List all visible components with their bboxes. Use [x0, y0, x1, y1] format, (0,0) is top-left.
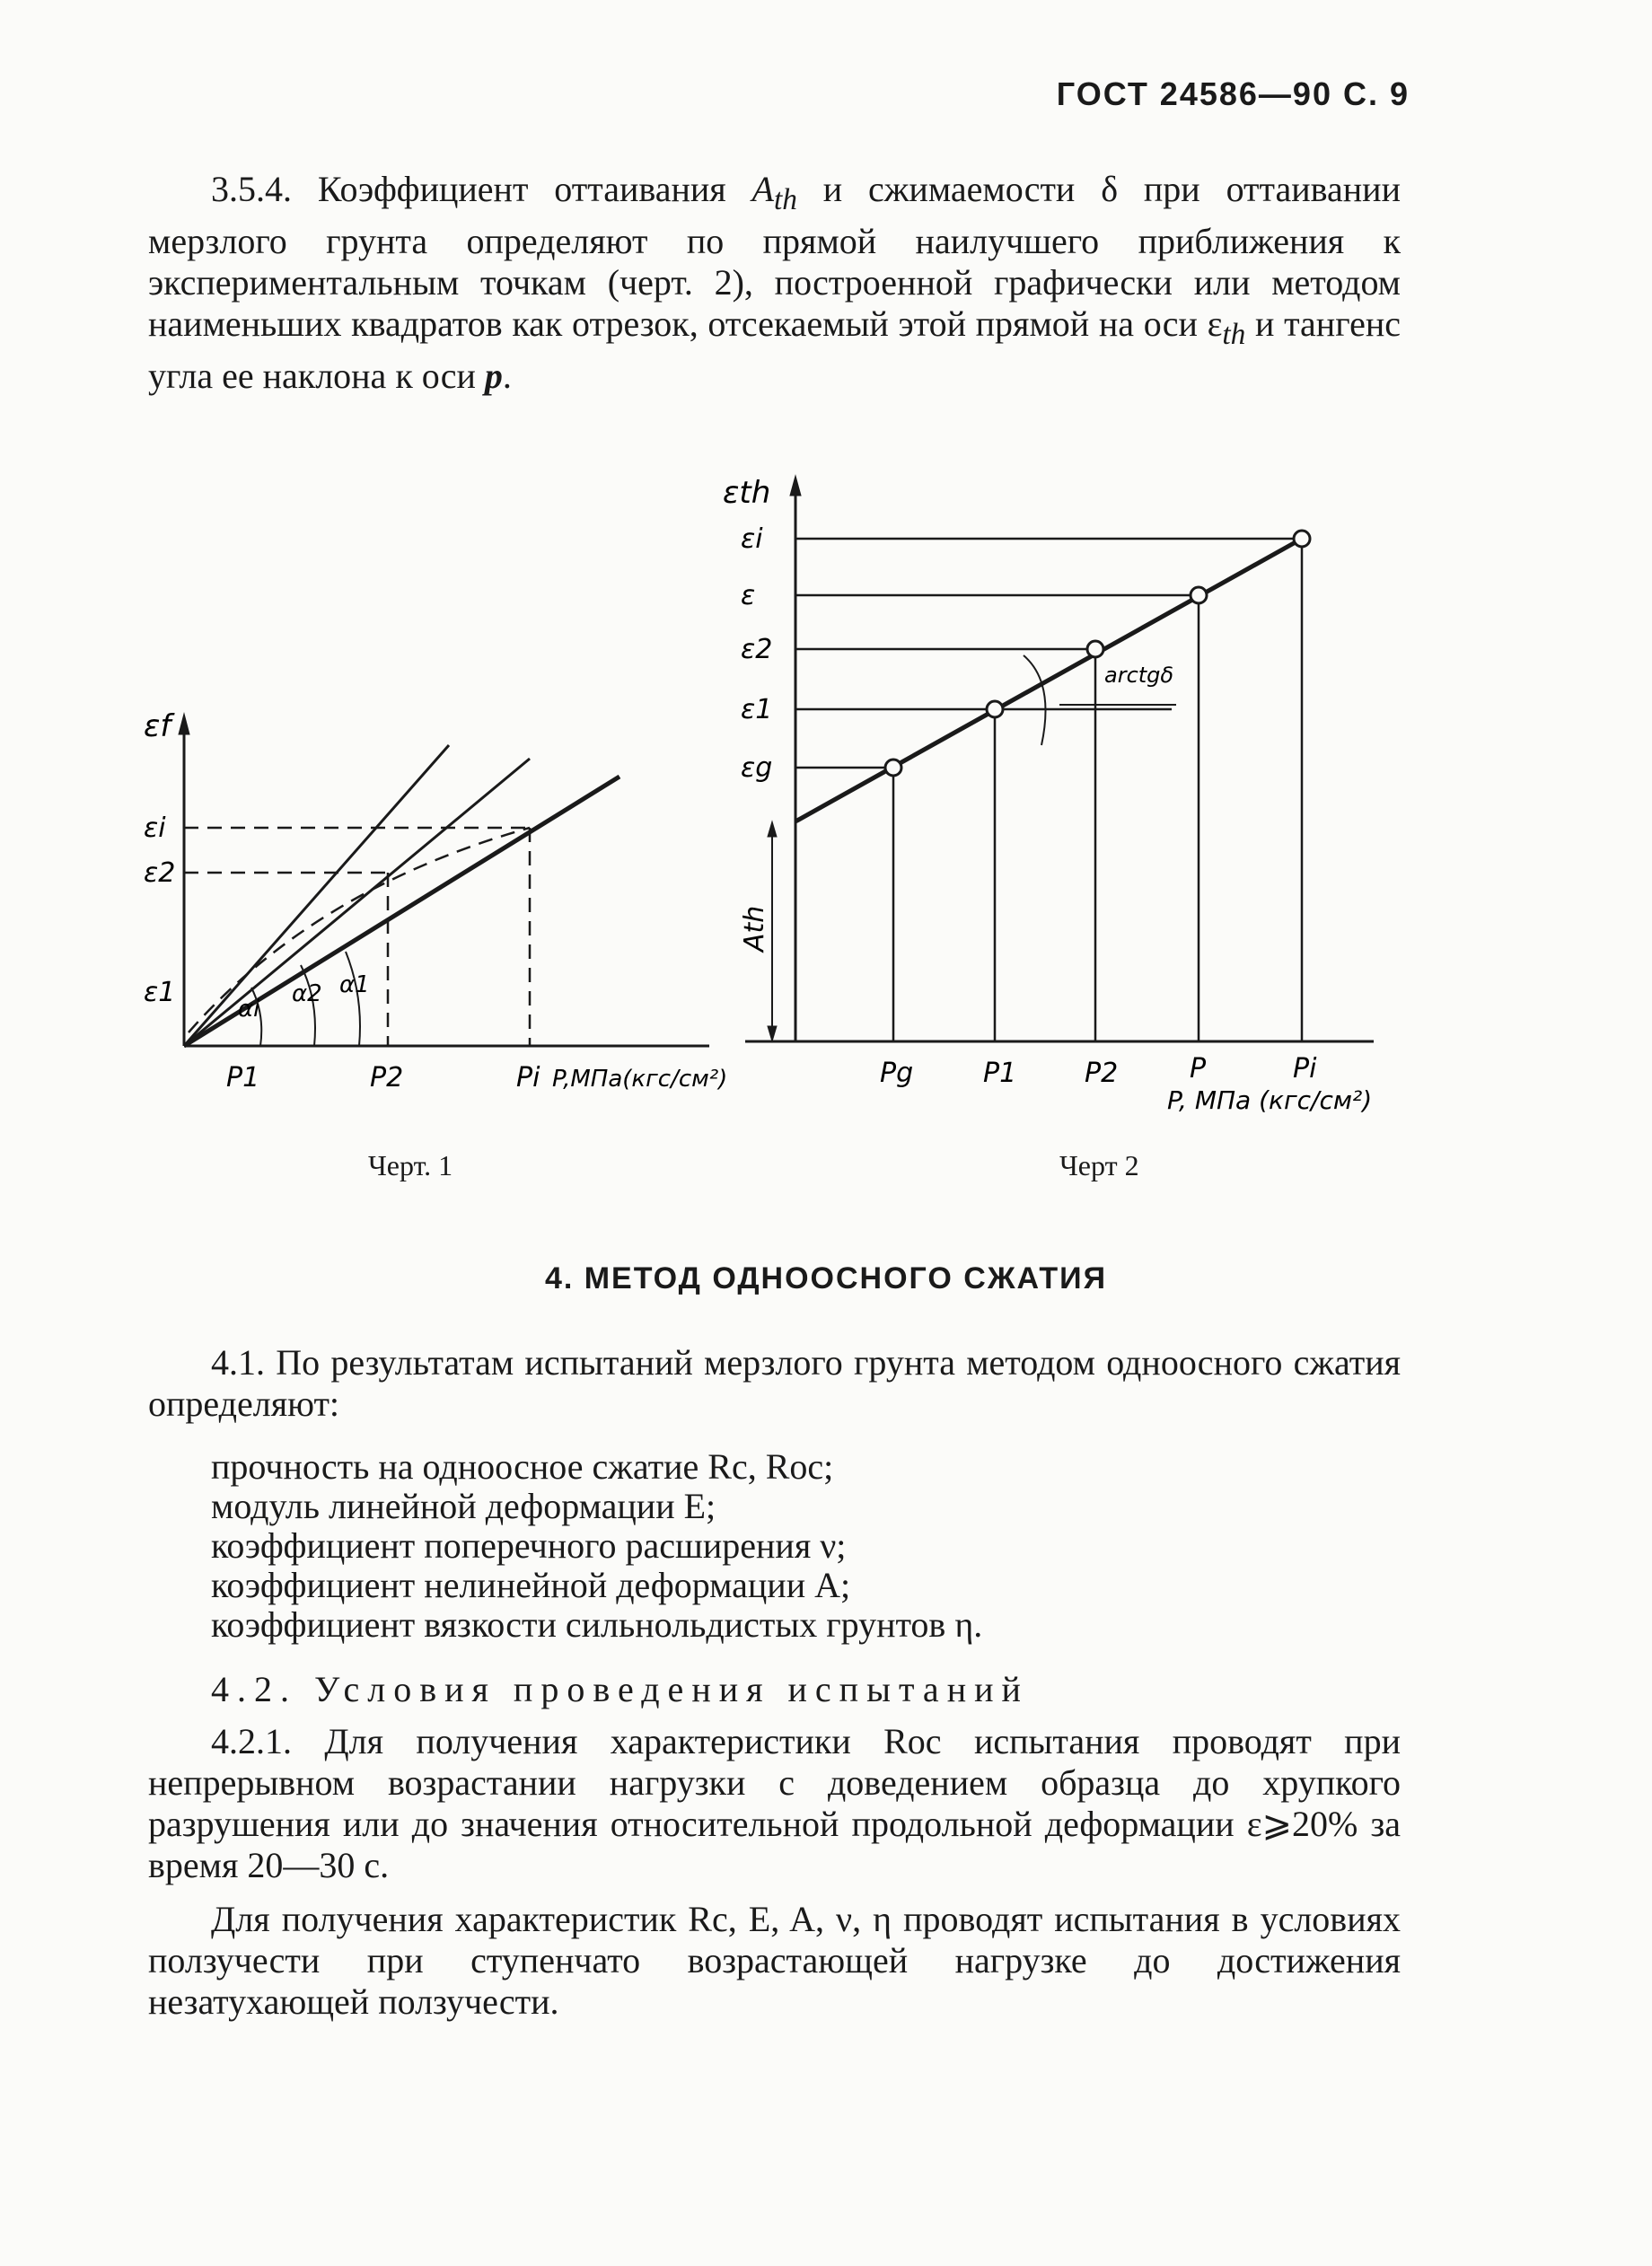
chart2-x-axis-label: P, МПа (кгс/см²): [1167, 1085, 1373, 1113]
subsection-4-2-title: 4.2. Условия проведения испытаний: [211, 1669, 1029, 1709]
list-item: прочность на одноосное сжатие Rc, Roc;: [211, 1446, 834, 1487]
chart2-segment-label: Ath: [739, 905, 770, 952]
chart1-line-mid: [184, 759, 530, 1046]
chart-2: [709, 467, 1428, 1113]
chart2-point: [885, 760, 901, 776]
chart2-x-tick: Pi: [1293, 1053, 1317, 1085]
chart2-x-tick: P2: [1085, 1058, 1119, 1089]
chart2-x-tick: Pg: [880, 1058, 914, 1089]
chart2-best-fit-line: [795, 539, 1302, 821]
chart2-y-tick: εg: [741, 752, 773, 784]
chart1-x-axis-label: P,МПа(кгс/см²): [552, 1066, 728, 1093]
chart1-angle-label: αi: [238, 996, 260, 1023]
chart2-point: [1294, 531, 1310, 547]
chart2-y-tick: ε2: [741, 634, 773, 665]
chart2-y-axis-label: εth: [723, 475, 771, 511]
paragraph-4-2-1: 4.2.1. Для получения характеристики Roc испытания проводят при непрерывном возрастании нагрузки с доведением образца до хрупкого разрушения или до значения относительной продольной деформации ε⩾20% за время 20—30 с.: [148, 1721, 1401, 1885]
chart2-caption: Черт 2: [1059, 1149, 1139, 1181]
list-item: коэффициент поперечного расширения ν;: [211, 1525, 847, 1566]
chart2-y-tick: ε1: [741, 694, 773, 725]
chart1-angle-arc-3: [346, 952, 360, 1046]
chart1-angle-label: α2: [292, 980, 322, 1007]
list-item: коэффициент вязкости сильнольдистых грунтов η.: [211, 1604, 983, 1645]
chart1-x-tick: P1: [226, 1062, 260, 1093]
chart1-y-tick: ε1: [144, 977, 176, 1008]
paragraph-4-1: 4.1. По результатам испытаний мерзлого грунта методом одноосного сжатия определяют:: [148, 1342, 1401, 1424]
chart2-slope-label: arctgδ: [1104, 663, 1174, 688]
chart1-y-tick: ε2: [144, 857, 176, 889]
chart1-x-tick: Pi: [516, 1062, 540, 1093]
characteristics-list: [211, 1447, 982, 1645]
chart2-point: [1191, 587, 1207, 603]
chart1-y-axis-label: εf: [144, 708, 171, 744]
chart1-y-tick: εi: [144, 812, 166, 844]
chart2-slope-arc: [1024, 655, 1046, 745]
chart1-x-tick: P2: [370, 1062, 404, 1093]
paragraph-3-5-4: 3.5.4. Коэффициент оттаивания $A_{th}$ и сжимаемости δ при оттаивании мерзлого грунта определяют по прямой наилучшего приближения к экспериментальным точкам (черт. 2), построенной графически или методом наименьших квадратов как отрезок, отсекаемый этой прямой на оси $\varepsilon_{th}$ и тангенс угла ее наклона к оси p.: [148, 169, 1401, 396]
chart1-caption: Черт. 1: [368, 1149, 453, 1181]
chart2-x-tick: P1: [983, 1058, 1017, 1089]
chart2-y-tick: ε: [741, 580, 756, 611]
section-4-title: 4. МЕТОД ОДНООСНОГО СЖАТИЯ: [544, 1261, 1108, 1295]
chart1-angle-label: α1: [339, 971, 370, 998]
page-header: ГОСТ 24586—90 С. 9: [1056, 75, 1410, 112]
list-item: коэффициент нелинейной деформации A;: [211, 1565, 851, 1605]
chart2-x-tick: P: [1190, 1053, 1207, 1085]
chart2-point: [987, 701, 1003, 717]
chart2-point: [1087, 641, 1103, 657]
list-item: модуль линейной деформации E;: [211, 1486, 716, 1526]
paragraph-4-2-2: Для получения характеристик Rc, E, A, ν, η проводят испытания в условиях ползучести при ступенчато возрастающей нагрузке до достижения незатухающей ползучести.: [148, 1899, 1401, 2022]
chart2-y-tick: εi: [741, 523, 763, 555]
chart-1: [135, 691, 736, 1113]
